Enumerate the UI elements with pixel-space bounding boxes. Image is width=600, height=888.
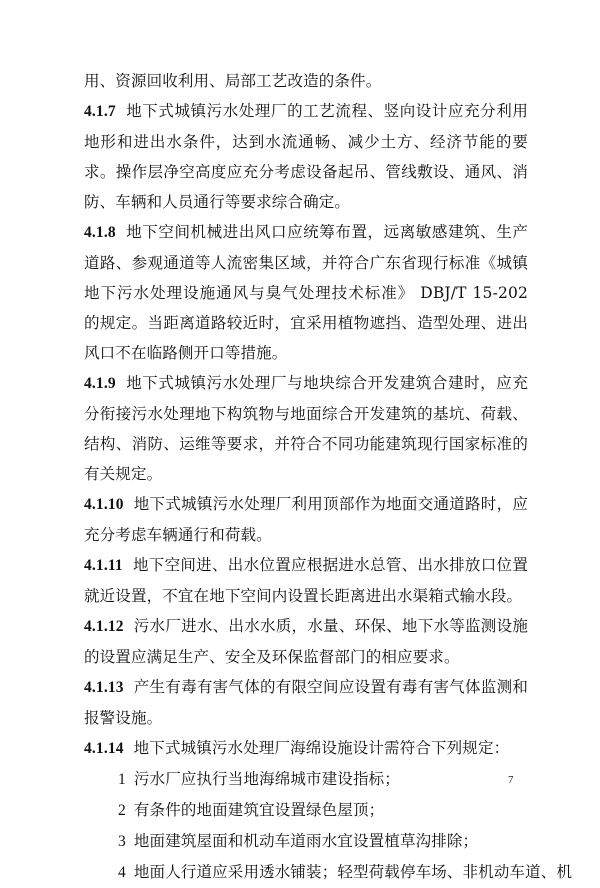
list-item-number: 2 — [118, 802, 126, 819]
clause-4-1-10 — [84, 489, 528, 550]
clause-text: 地下式城镇污水处理厂利用顶部作为地面交通道路时，应充分考虑车辆通行和荷载。 — [84, 495, 528, 544]
clause-text: 地下式城镇污水处理厂与地块综合开发建筑合建时，应充分衔接污水处理地下构筑物与地面综合开发建筑的基坑、荷载、结构、消防、运维等要求，并符合不同功能建筑现行国家标准的有关规定。 — [84, 374, 528, 483]
clause-number: 4.1.9 — [84, 375, 116, 392]
clause-4-1-8 — [84, 217, 528, 368]
clause-4-1-13 — [84, 672, 528, 733]
clause-number: 4.1.7 — [84, 103, 116, 120]
list-item-text: 污水厂应执行当地海绵城市建设指标； — [133, 770, 400, 788]
clause-text: 地下式城镇污水处理厂海绵设施设计需符合下列规定： — [133, 739, 510, 757]
clause-4-1-9 — [84, 368, 528, 489]
clause-number: 4.1.8 — [84, 224, 116, 241]
clause-text: 地下空间机械进出风口应统筹布置，远离敏感建筑、生产道路、参观通道等人流密集区域，并符合广东省现行标准《城镇地下污水处理设施通风与臭气处理技术标准》 DBJ/T 15-202 的规定。当距离道路较近时，宜采用植物遮挡、造型处理、进出风口不在临路侧开口等措施。 — [84, 223, 528, 362]
list-item-number: 4 — [118, 864, 126, 881]
list-item-text: 地面建筑屋面和机动车道雨水宜设置植草沟排除； — [133, 832, 479, 850]
list-item-text: 有条件的地面建筑宜设置绿色屋顶； — [133, 801, 385, 819]
clause-4-1-11 — [84, 550, 528, 611]
clause-number: 4.1.13 — [84, 679, 124, 696]
page-number: 7 — [508, 774, 514, 786]
clause-text: 地下空间进、出水位置应根据进水总管、出水排放口位置就近设置，不宜在地下空间内设置长距离进出水渠箱式输水段。 — [84, 556, 528, 605]
clause-text: 地下式城镇污水处理厂的工艺流程、竖向设计应充分利用地形和进出水条件，达到水流通畅、减少土方、经济节能的要求。操作层净空高度应充分考虑设备起吊、管线敷设、通风、消防、车辆和人员通行等要求综合确定。 — [84, 102, 528, 211]
list-item-number: 3 — [118, 833, 126, 850]
clause-4-1-14 — [84, 733, 528, 764]
list-item-number: 1 — [118, 771, 126, 788]
document-body — [84, 66, 573, 888]
list-item — [84, 826, 528, 857]
clause-4-1-12 — [84, 611, 528, 672]
list-item — [84, 764, 528, 795]
list-item-text: 地面人行道应采用透水铺装；轻型荷载停车场、非机动车道、机 — [133, 863, 573, 881]
clause-number: 4.1.12 — [84, 618, 124, 635]
clause-number: 4.1.14 — [84, 740, 124, 757]
clause-number: 4.1.10 — [84, 496, 124, 513]
clause-number: 4.1.11 — [84, 557, 123, 574]
clause-4-1-7 — [84, 96, 528, 217]
clause-text: 产生有毒有害气体的有限空间应设置有毒有害气体监测和报警设施。 — [84, 678, 528, 727]
intro-line: 用、资源回收利用、局部工艺改造的条件。 — [84, 72, 382, 90]
clause-text: 污水厂进水、出水水质，水量、环保、地下水等监测设施的设置应满足生产、安全及环保监督部门的相应要求。 — [84, 617, 528, 666]
list-item — [84, 795, 528, 826]
list-item — [84, 857, 573, 888]
